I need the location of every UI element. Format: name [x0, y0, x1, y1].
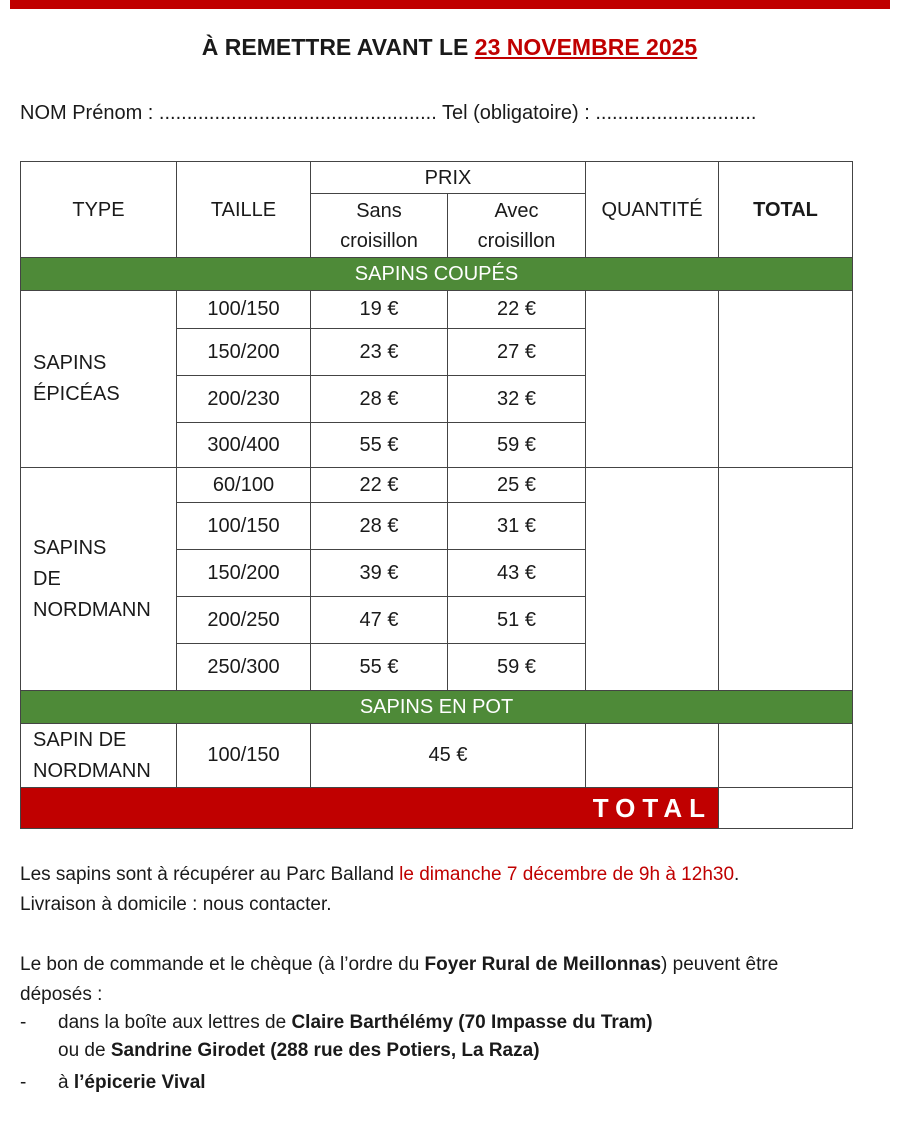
- type-epicea-line2: ÉPICÉAS: [33, 383, 120, 405]
- top-red-bar: [10, 0, 890, 9]
- bullet-2: [20, 1068, 880, 1098]
- grand-total-cell[interactable]: [719, 788, 853, 829]
- bullet1-or: ou de: [58, 1040, 111, 1061]
- pickup-line: [20, 860, 739, 890]
- bullet2-text: à: [58, 1072, 74, 1093]
- size-cell: 300/400: [177, 423, 311, 468]
- deposit-text-c: ) peuvent être: [661, 954, 779, 975]
- type-potted-nordmann: [21, 724, 177, 788]
- header-quantity: QUANTITÉ: [586, 162, 719, 258]
- header-without-cross: [311, 194, 448, 258]
- total-cell-nordmann[interactable]: [719, 468, 853, 691]
- quantity-cell-potted[interactable]: [586, 724, 719, 788]
- size-cell: 100/150: [177, 724, 311, 788]
- size-cell: 250/300: [177, 644, 311, 691]
- title-prefix: À REMETTRE AVANT LE: [201, 34, 469, 60]
- bullet1-text: dans la boîte aux lettres de: [58, 1012, 292, 1033]
- header-without-line1: Sans: [356, 199, 402, 222]
- type-nordmann-line2: DE: [33, 567, 61, 590]
- price-with-cell: 31 €: [448, 503, 586, 550]
- price-with-cell: 59 €: [448, 644, 586, 691]
- quantity-cell-epicea[interactable]: [586, 291, 719, 468]
- page-title: [0, 34, 899, 61]
- price-without-cell: 55 €: [311, 644, 448, 691]
- section-cut-trees: SAPINS COUPÉS: [21, 258, 853, 291]
- bullet-dash: -: [20, 1072, 27, 1093]
- delivery-line: Livraison à domicile : nous contacter.: [20, 894, 332, 915]
- price-without-cell: 47 €: [311, 597, 448, 644]
- type-nordmann: [21, 468, 177, 691]
- deposit-org: Foyer Rural de Meillonnas: [424, 954, 662, 975]
- price-with-cell: 27 €: [448, 329, 586, 376]
- bullet-1: [20, 1008, 880, 1038]
- type-potted-line2: NORDMANN: [33, 759, 151, 782]
- type-nordmann-line3: NORDMANN: [33, 598, 151, 621]
- name-phone-line: NOM Prénom : .................................................. Tel (obligatoire) : .............................: [20, 102, 757, 124]
- deposit-line2: déposés :: [20, 984, 103, 1005]
- pickup-date: le dimanche 7 décembre de 9h à 12h30: [399, 864, 735, 885]
- bullet2-shop: l’épicerie Vival: [73, 1072, 206, 1093]
- header-total: TOTAL: [719, 162, 853, 258]
- bullet-dash: -: [20, 1012, 27, 1033]
- type-epicea: [21, 291, 177, 468]
- price-without-cell: 22 €: [311, 468, 448, 503]
- price-without-cell: 55 €: [311, 423, 448, 468]
- price-without-cell: 23 €: [311, 329, 448, 376]
- header-with-line2: croisillon: [477, 229, 556, 252]
- header-with-cross: [448, 194, 586, 258]
- price-with-cell: 51 €: [448, 597, 586, 644]
- deposit-text-a: Le bon de commande et le chèque (à l’ordre du: [20, 954, 425, 975]
- header-type: TYPE: [21, 162, 177, 258]
- grand-total-label: TOTAL: [21, 788, 719, 829]
- price-with-cell: 22 €: [448, 291, 586, 329]
- bullet1-person2: Sandrine Girodet (288 rue des Potiers, La Raza): [110, 1040, 540, 1061]
- total-cell-epicea[interactable]: [719, 291, 853, 468]
- price-with-cell: 59 €: [448, 423, 586, 468]
- total-cell-potted[interactable]: [719, 724, 853, 788]
- title-deadline-date: 23 NOVEMBRE 2025: [474, 34, 698, 60]
- order-table: [20, 161, 853, 829]
- section-potted-trees: SAPINS EN POT: [21, 691, 853, 724]
- size-cell: 150/200: [177, 329, 311, 376]
- pickup-text: Les sapins sont à récupérer au Parc Balland: [20, 864, 400, 885]
- price-without-cell: 28 €: [311, 503, 448, 550]
- price-with-cell: 43 €: [448, 550, 586, 597]
- price-with-cell: 32 €: [448, 376, 586, 423]
- quantity-cell-nordmann[interactable]: [586, 468, 719, 691]
- type-nordmann-line1: SAPINS: [33, 536, 107, 559]
- price-potted-cell: 45 €: [311, 724, 586, 788]
- size-cell: 100/150: [177, 291, 311, 329]
- size-cell: 150/200: [177, 550, 311, 597]
- price-without-cell: 19 €: [311, 291, 448, 329]
- type-potted-line1: SAPIN DE: [33, 728, 127, 751]
- type-epicea-line1: SAPINS: [33, 352, 107, 374]
- size-cell: 200/230: [177, 376, 311, 423]
- price-with-cell: 25 €: [448, 468, 586, 503]
- size-cell: 200/250: [177, 597, 311, 644]
- header-size: TAILLE: [177, 162, 311, 258]
- header-price: PRIX: [311, 162, 586, 194]
- pickup-end: .: [734, 864, 740, 885]
- header-without-line2: croisillon: [340, 229, 418, 252]
- size-cell: 60/100: [177, 468, 311, 503]
- header-with-line1: Avec: [494, 199, 539, 222]
- bullet1-person1: Claire Barthélémy (70 Impasse du Tram): [291, 1012, 653, 1033]
- price-without-cell: 39 €: [311, 550, 448, 597]
- size-cell: 100/150: [177, 503, 311, 550]
- deposit-line1: [20, 950, 778, 980]
- price-without-cell: 28 €: [311, 376, 448, 423]
- bullet-1-cont: [58, 1036, 540, 1066]
